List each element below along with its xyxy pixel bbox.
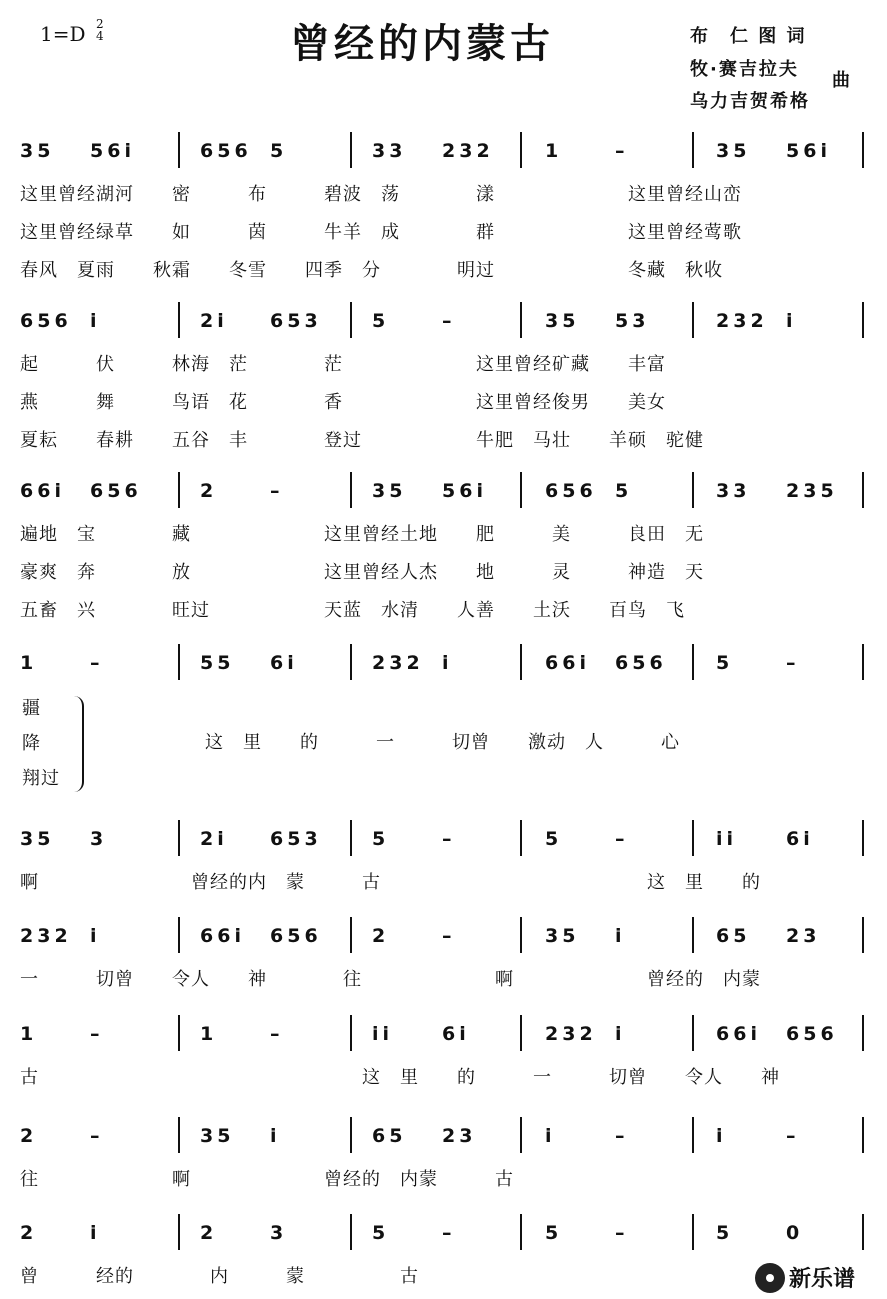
note-group: i <box>786 310 793 332</box>
note-group: 5 <box>270 140 284 162</box>
note-group: 1 <box>20 652 34 674</box>
note-group: 33 <box>372 140 407 162</box>
note-group: 2i <box>200 310 228 332</box>
bar-line <box>178 917 180 953</box>
note-group: 35 <box>200 1125 235 1147</box>
note-group: 5 <box>372 828 386 850</box>
lyric-line: 往 啊 曾经的 内蒙 古 <box>20 1169 514 1190</box>
note-group: 656 <box>200 140 252 162</box>
bar-line <box>178 820 180 856</box>
note-group: 5 <box>615 480 629 502</box>
bar-line <box>178 1214 180 1250</box>
note-group: – <box>615 140 625 162</box>
note-group: 35 <box>20 828 55 850</box>
note-group: 2 <box>200 480 214 502</box>
note-group: i <box>90 310 97 332</box>
bar-line <box>862 1117 864 1153</box>
logo-text: 新乐谱 <box>789 1267 856 1292</box>
bar-line <box>350 472 352 508</box>
note-group: – <box>615 1125 625 1147</box>
bar-line <box>520 917 522 953</box>
note-group: 5 <box>372 1222 386 1244</box>
note-group: 1 <box>545 140 559 162</box>
note-group: 656 <box>615 652 667 674</box>
note-group: 66i <box>200 925 245 947</box>
note-group: 2 <box>20 1125 34 1147</box>
note-group: ii <box>716 828 738 850</box>
bar-line <box>520 820 522 856</box>
note-group: 232 <box>442 140 494 162</box>
note-group: i <box>716 1125 723 1147</box>
bar-line <box>178 302 180 338</box>
lyric-line: 这里曾经绿草 如 茵 牛羊 成 群 这里曾经莺歌 <box>20 222 742 243</box>
note-group: 653 <box>270 310 322 332</box>
bar-line <box>692 644 694 680</box>
note-group: 5 <box>716 1222 730 1244</box>
bar-line <box>692 302 694 338</box>
lyric-line: 这 里 的 一 切曾 激动 人 心 <box>205 732 680 753</box>
note-group: – <box>615 1222 625 1244</box>
note-group: – <box>786 1125 796 1147</box>
note-group: 5 <box>372 310 386 332</box>
bar-line <box>350 302 352 338</box>
note-group: 65 <box>716 925 751 947</box>
note-group: – <box>90 1125 100 1147</box>
note-group: 232 <box>372 652 424 674</box>
lyric-line: 春风 夏雨 秋霜 冬雪 四季 分 明过 冬藏 秋收 <box>20 260 723 281</box>
note-group: 656 <box>270 925 322 947</box>
note-group: 33 <box>716 480 751 502</box>
note-group: 656 <box>545 480 597 502</box>
lyric-line: 一 切曾 令人 神 往 啊 曾经的 内蒙 <box>20 969 761 990</box>
bar-line <box>862 132 864 168</box>
note-group: 2i <box>200 828 228 850</box>
note-group: 5 <box>545 1222 559 1244</box>
note-group: 23 <box>786 925 821 947</box>
note-group: 23 <box>442 1125 477 1147</box>
note-group: 35 <box>716 140 751 162</box>
note-group: 6i <box>270 652 298 674</box>
bar-line <box>178 644 180 680</box>
bar-line <box>862 820 864 856</box>
note-group: – <box>270 1023 280 1045</box>
lyric-verse-ending: 疆 <box>22 698 41 719</box>
note-group: 66i <box>20 480 65 502</box>
bar-line <box>520 1015 522 1051</box>
lyric-verse-ending: 降 <box>22 733 41 754</box>
note-group: i <box>270 1125 277 1147</box>
bar-line <box>350 917 352 953</box>
bar-line <box>692 472 694 508</box>
bar-line <box>520 132 522 168</box>
lyric-line: 起 伏 林海 茫 茫 这里曾经矿藏 丰富 <box>20 354 666 375</box>
note-group: 2 <box>200 1222 214 1244</box>
note-group: 3 <box>270 1222 284 1244</box>
note-group: – <box>442 925 452 947</box>
bar-line <box>862 1214 864 1250</box>
note-group: 2 <box>20 1222 34 1244</box>
note-group: 2 <box>372 925 386 947</box>
note-group: 55 <box>200 652 235 674</box>
note-group: 35 <box>20 140 55 162</box>
bar-line <box>350 820 352 856</box>
note-group: i <box>90 925 97 947</box>
bar-line <box>862 644 864 680</box>
lyric-line: 这里曾经湖河 密 布 碧波 荡 漾 这里曾经山峦 <box>20 184 742 205</box>
bar-line <box>178 472 180 508</box>
note-group: 656 <box>786 1023 838 1045</box>
note-group: – <box>615 828 625 850</box>
note-group: – <box>442 828 452 850</box>
note-group: – <box>442 310 452 332</box>
bar-line <box>520 1214 522 1250</box>
lyric-line: 夏耘 春耕 五谷 丰 登过 牛肥 马壮 羊硕 驼健 <box>20 430 704 451</box>
note-group: 656 <box>90 480 142 502</box>
bar-line <box>178 1015 180 1051</box>
note-group: i <box>90 1222 97 1244</box>
note-group: 6i <box>786 828 814 850</box>
lyric-line: 遍地 宝 藏 这里曾经土地 肥 美 良田 无 <box>20 524 704 545</box>
note-group: 1 <box>20 1023 34 1045</box>
note-group: 232 <box>545 1023 597 1045</box>
note-group: 232 <box>20 925 72 947</box>
note-group: 56i <box>786 140 831 162</box>
lyric-line: 五畜 兴 旺过 天蓝 水清 人善 土沃 百鸟 飞 <box>20 600 685 621</box>
lyric-line: 啊 曾经的内 蒙 古 这 里 的 <box>20 872 761 893</box>
bar-line <box>350 1214 352 1250</box>
bar-line <box>862 1015 864 1051</box>
note-group: 35 <box>545 925 580 947</box>
note-group: 56i <box>90 140 135 162</box>
note-group: 56i <box>442 480 487 502</box>
lyric-line: 古 这 里 的 一 切曾 令人 神 <box>20 1067 780 1088</box>
note-group: i <box>615 925 622 947</box>
note-group: 66i <box>545 652 590 674</box>
note-group: 3 <box>90 828 104 850</box>
lyric-line: 曾 经的 内 蒙 古 <box>20 1266 419 1287</box>
composer-credit-2: 乌力吉贺希格 <box>690 91 810 112</box>
note-group: 235 <box>786 480 838 502</box>
bar-line <box>520 472 522 508</box>
bar-line <box>178 1117 180 1153</box>
note-group: 656 <box>20 310 72 332</box>
bar-line <box>692 1214 694 1250</box>
note-group: 65 <box>372 1125 407 1147</box>
note-group: 1 <box>200 1023 214 1045</box>
note-group: 5 <box>545 828 559 850</box>
note-group: – <box>270 480 280 502</box>
note-group: i <box>545 1125 552 1147</box>
note-group: 35 <box>372 480 407 502</box>
bar-line <box>350 1117 352 1153</box>
note-group: – <box>442 1222 452 1244</box>
note-group: i <box>442 652 449 674</box>
lyric-line: 燕 舞 鸟语 花 香 这里曾经俊男 美女 <box>20 392 666 413</box>
note-group: – <box>90 652 100 674</box>
bar-line <box>520 644 522 680</box>
bar-line <box>692 820 694 856</box>
key-signature: 1=D <box>40 22 86 46</box>
note-group: 66i <box>716 1023 761 1045</box>
note-group: 5 <box>716 652 730 674</box>
bar-line <box>350 1015 352 1051</box>
bar-line <box>692 132 694 168</box>
note-group: ii <box>372 1023 394 1045</box>
note-group: 35 <box>545 310 580 332</box>
meter-bottom: 4 <box>96 29 104 43</box>
bar-line <box>178 132 180 168</box>
note-group: 6i <box>442 1023 470 1045</box>
bar-line <box>350 132 352 168</box>
note-group: 653 <box>270 828 322 850</box>
bar-line <box>350 644 352 680</box>
music-disc-icon <box>755 1263 785 1293</box>
bar-line <box>692 917 694 953</box>
song-title: 曾经的内蒙古 <box>290 20 554 67</box>
note-group: 53 <box>615 310 650 332</box>
note-group: 0 <box>786 1222 800 1244</box>
brace <box>72 696 84 792</box>
note-group: – <box>786 652 796 674</box>
lyricist-credit: 布 仁 图 词 <box>690 26 807 47</box>
bar-line <box>692 1015 694 1051</box>
time-signature <box>96 18 104 42</box>
bar-line <box>692 1117 694 1153</box>
bar-line <box>862 917 864 953</box>
lyric-verse-ending: 翔过 <box>22 768 60 789</box>
note-group: i <box>615 1023 622 1045</box>
bar-line <box>862 472 864 508</box>
meter-top: 2 <box>96 17 104 31</box>
bar-line <box>520 302 522 338</box>
note-group: – <box>90 1023 100 1045</box>
bar-line <box>520 1117 522 1153</box>
composer-suffix: 曲 <box>832 70 850 91</box>
lyric-line: 豪爽 奔 放 这里曾经人杰 地 灵 神造 天 <box>20 562 704 583</box>
note-group: 232 <box>716 310 768 332</box>
composer-credit-1: 牧·赛吉拉夫 <box>690 59 799 80</box>
bar-line <box>862 302 864 338</box>
site-logo <box>755 1262 855 1293</box>
